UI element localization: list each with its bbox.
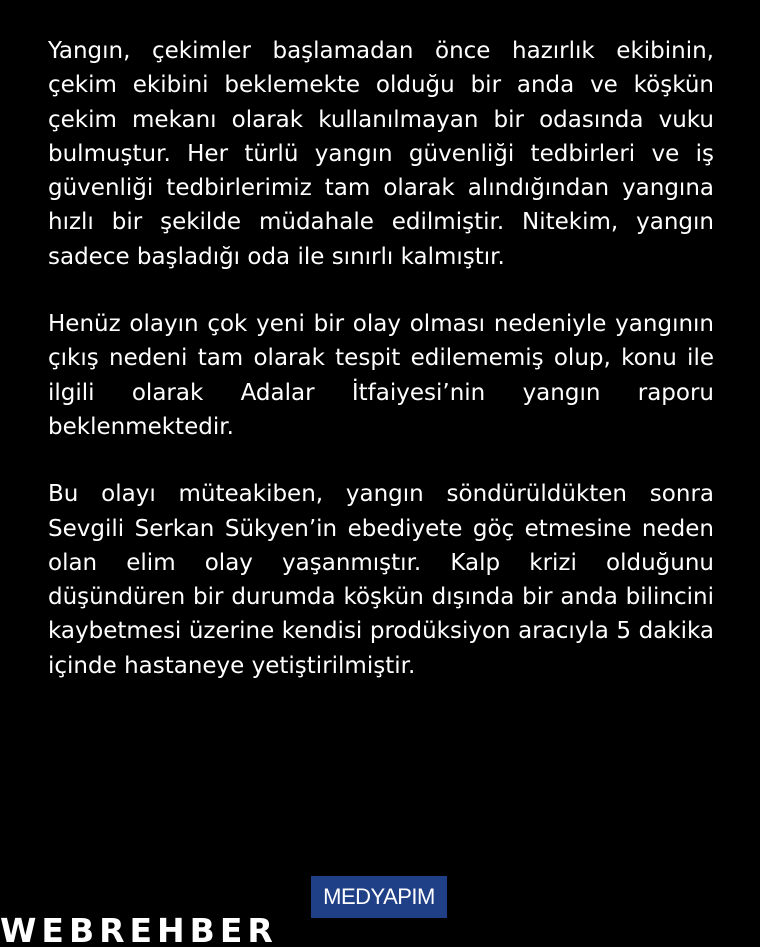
statement-paragraph-2: Henüz olayın çok yeni bir olay olması nedeniyle yangının çıkış nedeni tam olarak tespit edilememiş olup, konu ile ilgili olarak Adalar İtfaiyesi’nin yangın raporu beklenmektedir. <box>48 311 714 440</box>
watermark-text: WEBREHBER <box>0 914 278 947</box>
statement-body <box>48 34 714 716</box>
medyapim-logo <box>311 876 447 918</box>
statement-paragraph-1: Yangın, çekimler başlamadan önce hazırlık ekibinin, çekim ekibini beklemekte olduğu bir anda ve köşkün çekim mekanı olarak kullanılmayan bir odasında vuku bulmuştur. Her türlü yangın güvenliği tedbirleri ve iş güvenliği tedbirlerimiz tam olarak alındığından yangına hızlı bir şekilde müdahale edilmiştir. Nitekim, yangın sadece başladığı oda ile sınırlı kalmıştır. <box>48 38 714 270</box>
logo-text: MEDYAPIM <box>323 884 435 909</box>
watermark <box>0 914 280 947</box>
statement-paragraph-3: Bu olayı müteakiben, yangın söndürüldükten sonra Sevgili Serkan Sükyen’in ebediyete göç etmesine neden olan elim olay yaşanmıştır. Kalp krizi olduğunu düşündüren bir durumda köşkün dışında bir anda bilincini kaybetmesi üzerine kendisi prodüksiyon aracıyla 5 dakika içinde hastaneye yetiştirilmiştir. <box>48 481 714 679</box>
